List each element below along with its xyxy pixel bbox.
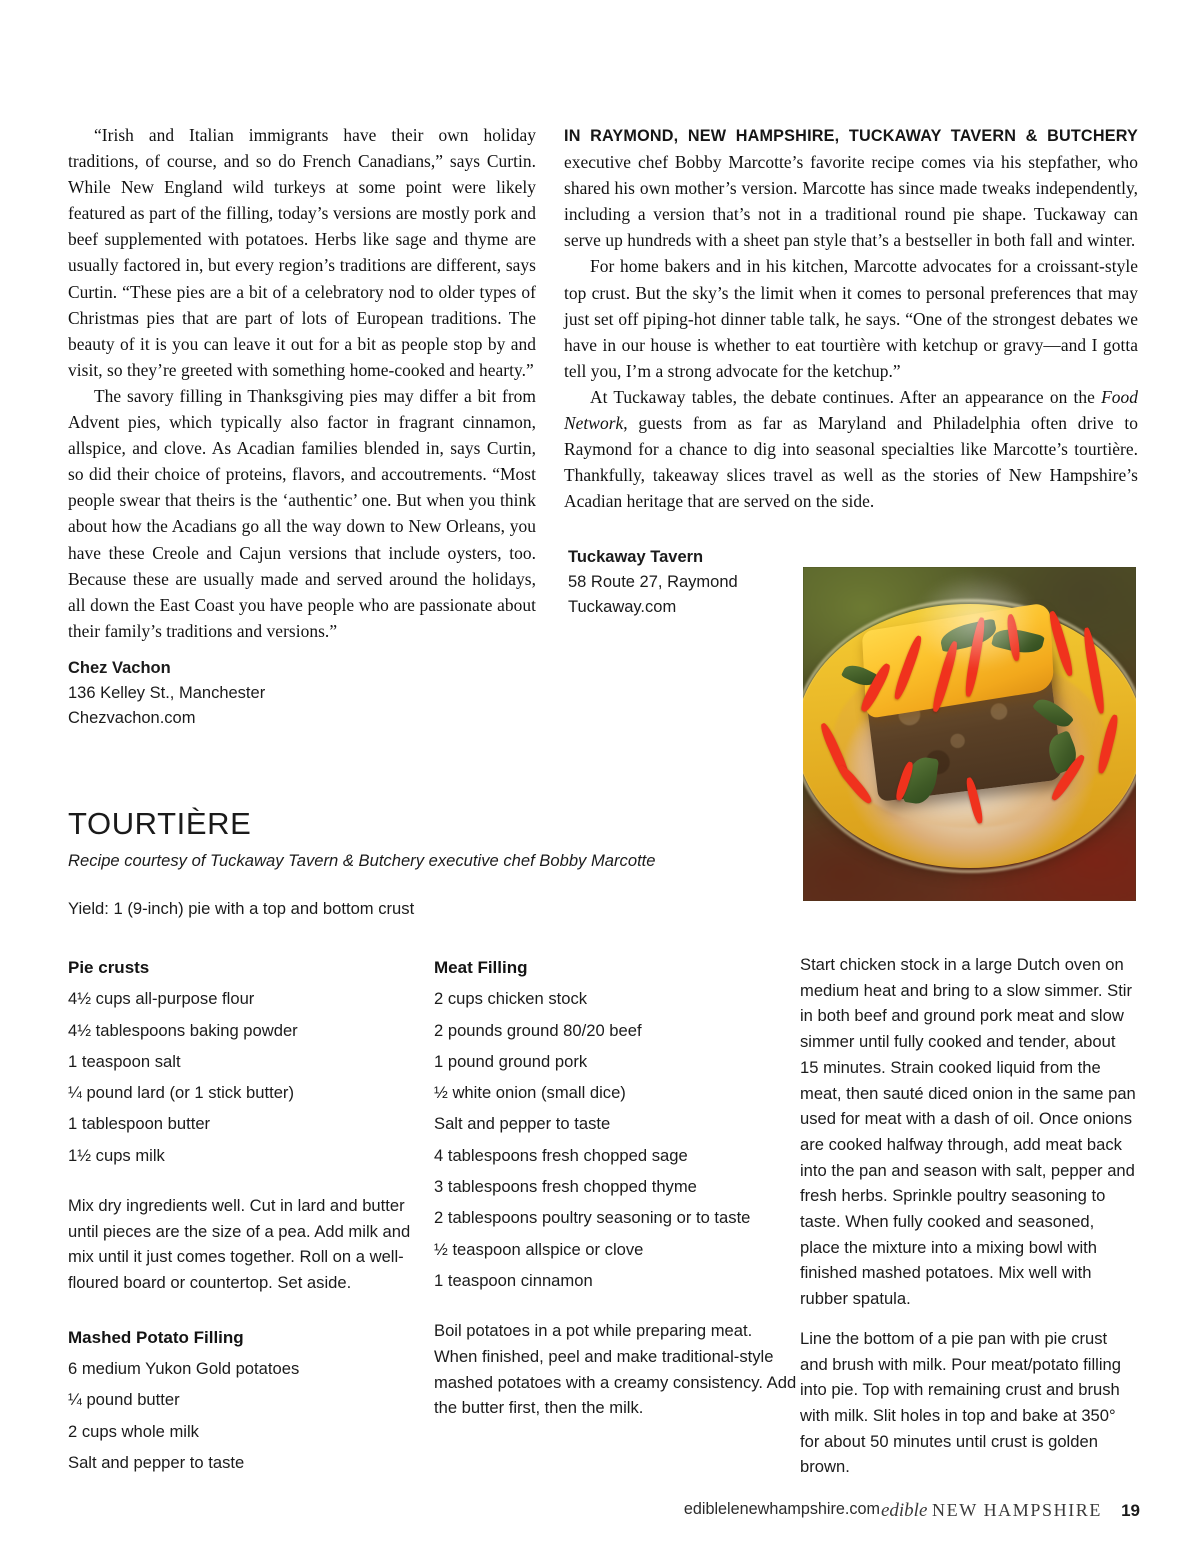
recipe-columns [68,952,1138,1480]
article-paragraph: “Irish and Italian immigrants have their own holiday traditions, of course, and so do French Canadians,” says Curtin. While New England wild turkeys at some point were likely featured as part of the filling, today’s versions are mostly pork and beef supplemented with potatoes. Herbs like sage and thyme are usually factored in, but every region’s traditions are different, says Curtin. “These pies are a bit of a celebratory nod to older types of Christmas pies that are part of lots of European traditions. The beauty of it is you can leave it out for a bit as people stop by and visit, so they’re greeted with something home-cooked and hearty.” [68,125,536,380]
photo-steam [890,567,1063,667]
ingredient-item: Salt and pepper to taste [434,1114,611,1134]
contact-chez-vachon [68,656,265,731]
ingredient-item: 6 medium Yukon Gold potatoes [68,1359,300,1379]
ingredient-item: 1 tablespoon butter [68,1114,211,1134]
article-lead-rest: executive chef Bobby Marcotte’s favorite recipe comes via his stepfather, who shared his own mother’s version. Marcotte has since made tweaks independently, including a version that’s not in a traditional round pie shape. Tuckaway can serve up hundreds with a sheet pan style that’s a bestseller in both fall and winter. [564,152,1138,251]
recipe-column-assembly [800,952,1138,1480]
contact-address: 58 Route 27, Raymond [568,573,738,591]
ingredient-item: 2 cups whole milk [68,1421,199,1441]
ingredient-item: ½ teaspoon allspice or clove [434,1239,644,1259]
ingredient-item: 2 pounds ground 80/20 beef [434,1020,642,1040]
section-heading-meat-filling: Meat Filling [434,958,528,977]
contact-website[interactable]: Tuckaway.com [568,598,677,616]
recipe-yield: Yield: 1 (9-inch) pie with a top and bottom crust [68,899,415,918]
article-paragraph: For home bakers and in his kitchen, Marcotte advocates for a croissant-style top crust. But the sky’s the limit when it comes to personal preferences that may just set off piping-hot dinner table talk, he says. “One of the strongest debates we have in our house is whether to eat tourtière with ketchup or gravy—and I gotta tell you, I’m a strong advocate for the ketchup.” [564,256,1138,381]
method-assembly-step-2: Line the bottom of a pie pan with pie crust and brush with milk. Pour meat/potato filling into pie. Top with remaining crust and brush with milk. Slit holes in top and bake at 350° for about 50 minutes until crust is golden brown. [800,1328,1121,1477]
article-lead-in: IN RAYMOND, NEW HAMPSHIRE, TUCKAWAY TAVERN & BUTCHERY [564,127,1138,145]
recipe-column-meat [434,952,800,1480]
page-footer [0,1500,1200,1530]
ingredient-item: 2 tablespoons poultry seasoning or to taste [434,1208,751,1228]
footer-brand-edible: edible [880,1500,928,1521]
contact-name: Tuckaway Tavern [568,548,704,566]
ingredient-item: 1½ cups milk [68,1145,165,1165]
article-paragraph-part: At Tuckaway tables, the debate continues. After an appearance on the [590,386,1102,407]
section-heading-mashed-potato: Mashed Potato Filling [68,1327,244,1347]
ingredient-item: ¼ pound butter [68,1390,180,1410]
recipe-credit: Recipe courtesy of Tuckaway Tavern & Butchery executive chef Bobby Marcotte [68,851,656,870]
tourtiere-photo [803,567,1136,901]
method-meat-filling: Boil potatoes in a pot while preparing meat. When finished, peel and make traditional-style mashed potatoes with a creamy consistency. Add the butter first, then the milk. [434,1321,797,1418]
food-network-title: Food Network [564,386,1138,434]
recipe-title: TOURTIÈRE [68,806,252,841]
ingredient-item: Salt and pepper to taste [68,1453,245,1473]
ingredient-item: 1 pound ground pork [434,1051,588,1071]
article-paragraph: The savory filling in Thanksgiving pies may differ a bit from Advent pies, which typically also factor in fragrant cinnamon, allspice, and clove. As Acadian families blended in, says Curtin, so did their choice of proteins, flavors, and accoutrements. “Most people swear that theirs is the ‘authentic’ one. But when you think about how the Acadians go all the way down to New Orleans, you have these Creole and Cajun versions that include oysters, too. Because these are usually made and served around the holidays, all down the East Coast you have people who are passionate about their family’s traditions and versions.” [68,385,536,641]
method-pie-crusts: Mix dry ingredients well. Cut in lard and butter until pieces are the size of a pea. Add milk and mix until it just comes together. Roll on a well-floured board or countertop. Set aside. [68,1196,411,1293]
contact-tuckaway-tavern [568,545,738,620]
ingredient-item: 3 tablespoons fresh chopped thyme [434,1177,697,1197]
ingredient-item: 1 teaspoon salt [68,1051,181,1071]
recipe-column-crusts [68,952,434,1480]
article-column-left [68,122,536,644]
ingredient-item: 4½ cups all-purpose flour [68,989,255,1009]
footer-brand [881,1500,1102,1522]
ingredient-item: 4 tablespoons fresh chopped sage [434,1145,688,1165]
method-assembly-step-1: Start chicken stock in a large Dutch oven on medium heat and bring to a slow simmer. Stir in both beef and ground pork meat and slow simmer until fully cooked and tender, about 15 minutes. Strain cooked liquid from the meat, then sauté diced onion in the same pan used for meat with a dash of oil. Once onions are cooked halfway through, add meat back into the pan and season with salt, pepper and fresh herbs. Sprinkle poultry seasoning to taste. When fully cooked and seasoned, place the mixture into a mixing bowl with finished mashed potatoes. Mix well with rubber spatula. [800,955,1136,1309]
contact-website[interactable]: Chezvachon.com [68,709,196,727]
article-paragraph [564,384,1138,514]
footer-page-number: 19 [1121,1501,1140,1520]
article-lead-paragraph [564,122,1138,253]
footer-brand-state: NEW HAMPSHIRE [932,1500,1102,1520]
footer-website[interactable]: ediblelenewhampshire.com [683,1500,880,1518]
contact-address: 136 Kelley St., Manchester [68,684,266,702]
ingredient-item: 2 cups chicken stock [434,989,588,1009]
section-heading-pie-crusts: Pie crusts [68,958,150,977]
ingredient-item: ½ white onion (small dice) [434,1083,626,1103]
ingredient-item: ¼ pound lard (or 1 stick butter) [68,1083,294,1103]
ingredient-item: 4½ tablespoons baking powder [68,1020,298,1040]
article-paragraph-part: , guests from as far as Maryland and Philadelphia often drive to Raymond for a chance to dig into seasonal specialties like Marcotte’s tourtière. Thankfully, takeaway slices travel as well as the stories of New Hampshire’s Acadian heritage that are served on the side. [564,413,1138,512]
ingredient-item: 1 teaspoon cinnamon [434,1270,593,1290]
contact-name: Chez Vachon [68,659,171,677]
